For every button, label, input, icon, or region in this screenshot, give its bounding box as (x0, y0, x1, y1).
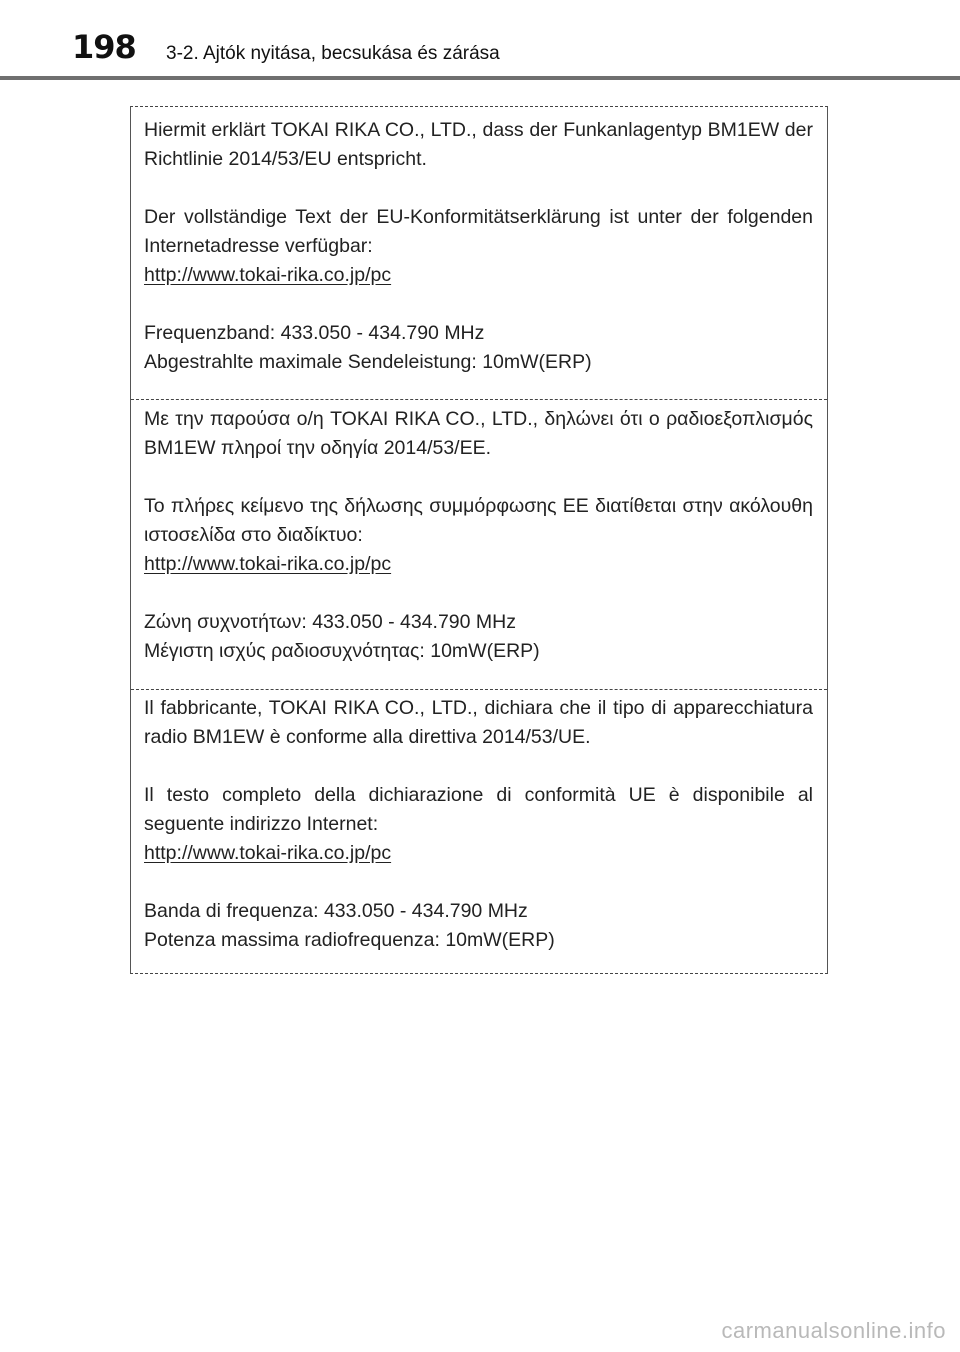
watermark: carmanualsonline.info (721, 1318, 946, 1343)
declaration-link[interactable]: http://www.tokai-rika.co.jp/pc (144, 842, 392, 864)
declaration-italian (131, 689, 827, 973)
frequency-band: Ζώνη συχνοτήτων: 433.050 - 434.790 MHz (144, 611, 516, 633)
statement-text: Il fabbricante, TOKAI RIKA CO., LTD., dichiara che il tipo di apparecchiatura radio BM1EW è conforme alla direttiva 2014/53/UE. (144, 697, 813, 748)
header-rule (0, 76, 960, 80)
declaration-box (130, 106, 828, 974)
page-header (0, 0, 960, 80)
declaration-link[interactable]: http://www.tokai-rika.co.jp/pc (144, 264, 392, 286)
statement-text: Hiermit erklärt TOKAI RIKA CO., LTD., dass der Funkanlagentyp BM1EW der Richtlinie 2014/53/EU entspricht. (144, 119, 813, 170)
statement-text: Με την παρούσα ο/η TOKAI RIKA CO., LTD., δηλώνει ότι ο ραδιοεξοπλισμός BM1EW πληροί την οδηγία 2014/53/ΕΕ. (144, 408, 813, 459)
full-text-notice: Il testo completo della dichiarazione di conformità UE è disponibile al seguente indirizzo Internet: (144, 784, 813, 835)
max-power: Potenza massima radiofrequenza: 10mW(ERP) (144, 929, 555, 951)
declaration-link[interactable]: http://www.tokai-rika.co.jp/pc (144, 553, 392, 575)
declaration-greek (131, 399, 827, 689)
declaration-german (131, 107, 827, 399)
max-power: Μέγιστη ισχύς ραδιοσυχνότητας: 10mW(ERP) (144, 640, 540, 662)
full-text-notice: Το πλήρες κείμενο της δήλωσης συμμόρφωσης ΕΕ διατίθεται στην ακόλουθη ιστοσελίδα στο διαδίκτυο: (144, 495, 813, 546)
frequency-band: Banda di frequenza: 433.050 - 434.790 MHz (144, 900, 528, 922)
max-power: Abgestrahlte maximale Sendeleistung: 10mW(ERP) (144, 351, 592, 373)
frequency-band: Frequenzband: 433.050 - 434.790 MHz (144, 322, 485, 344)
page-number: 198 (72, 28, 136, 66)
chapter-title: 3-2. Ajtók nyitása, becsukása és zárása (166, 43, 500, 64)
full-text-notice: Der vollständige Text der EU-Konformitätserklärung ist unter der folgenden Internetadresse verfügbar: (144, 206, 813, 257)
